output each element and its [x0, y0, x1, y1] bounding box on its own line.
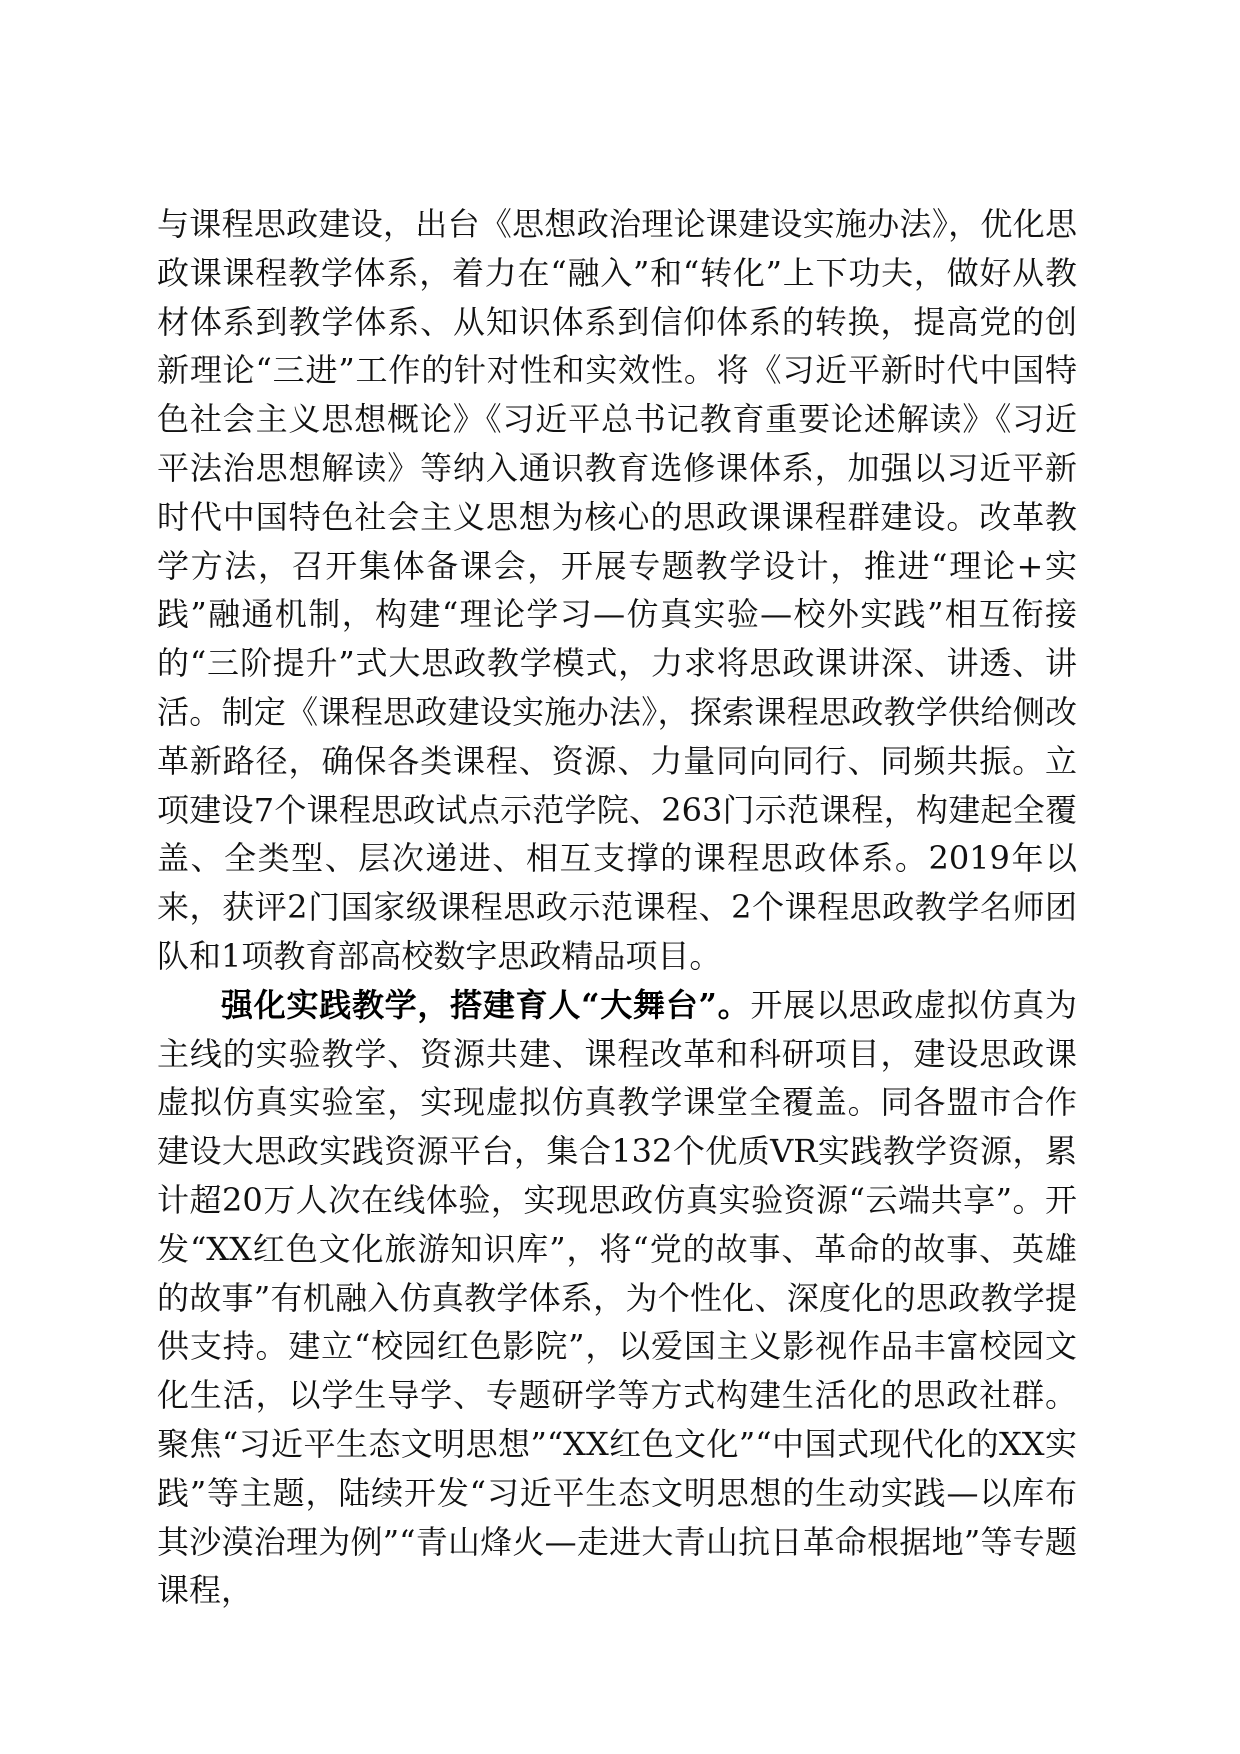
body-text	[157, 200, 1077, 1615]
paragraph-2-heading: 强化实践教学，搭建育人“大舞台”。	[221, 985, 751, 1024]
paragraph-1-text: 与课程思政建设，出台《思想政治理论课建设实施办法》，优化思政课课程教学体系，着力在“融入”和“转化”上下功夫，做好从教材体系到教学体系、从知识体系到信仰体系的转换，提高党的创新理论“三进”工作的针对性和实效性。将《习近平新时代中国特色社会主义思想概论》《习近平总书记教育重要论述解读》《习近平法治思想解读》等纳入通识教育选修课体系，加强以习近平新时代中国特色社会主义思想为核心的思政课课程群建设。改革教学方法，召开集体备课会，开展专题教学设计，推进“理论+实践”融通机制，构建“理论学习—仿真实验—校外实践”相互衔接的“三阶提升”式大思政教学模式，力求将思政课讲深、讲透、讲活。制定《课程思政建设实施办法》，探索课程思政教学供给侧改革新路径，确保各类课程、资源、力量同向同行、同频共振。立项建设7个课程思政试点示范学院、263门示范课程，构建起全覆盖、全类型、层次递进、相互支撑的课程思政体系。2019年以来，获评2门国家级课程思政示范课程、2个课程思政教学名师团队和1项教育部高校数字思政精品项目。	[157, 205, 1077, 975]
paragraph-2-text: 开展以思政虚拟仿真为主线的实验教学、资源共建、课程改革和科研项目，建设思政课虚拟仿真实验室，实现虚拟仿真教学课堂全覆盖。同各盟市合作建设大思政实践资源平台，集合132个优质VR实践教学资源，累计超20万人次在线体验，实现思政仿真实验资源“云端共享”。开发“XX红色文化旅游知识库”，将“党的故事、革命的故事、英雄的故事”有机融入仿真教学体系，为个性化、深度化的思政教学提供支持。建立“校园红色影院”，以爱国主义影视作品丰富校园文化生活，以学生导学、专题研学等方式构建生活化的思政社群。聚焦“习近平生态文明思想”“XX红色文化”“中国式现代化的XX实践”等主题，陆续开发“习近平生态文明思想的生动实践—以库布其沙漠治理为例”“青山烽火—走进大青山抗日革命根据地”等专题课程，	[157, 985, 1077, 1610]
paragraph-course-ideology	[157, 200, 1077, 981]
paragraph-practice-teaching	[157, 981, 1077, 1615]
